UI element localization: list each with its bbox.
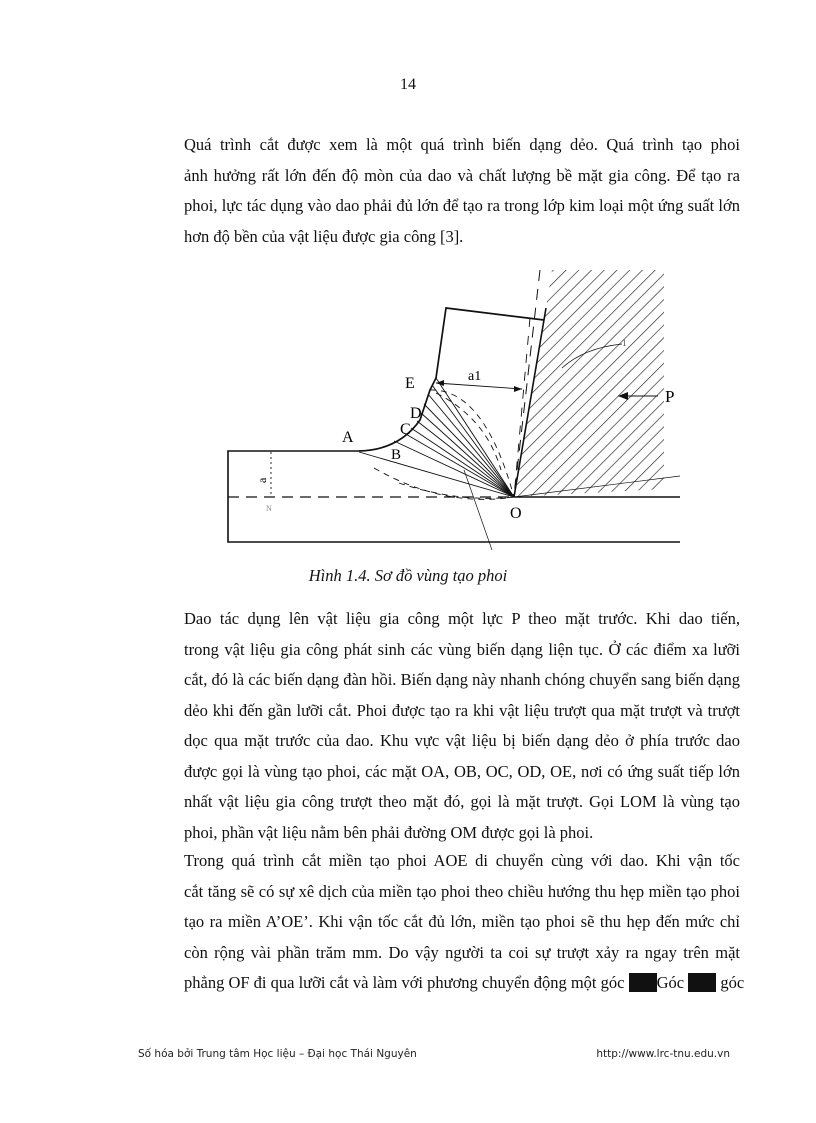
text-line: Quá trình cắt được xem là một quá trình biến dạng dẻo. Quá trình tạo phoi [184,135,740,154]
label-a1: a1 [468,369,482,384]
footer-source: Số hóa bởi Trung tâm Học liệu – Đại học Thái Nguyên [138,1048,417,1060]
chip-formation-diagram [224,268,680,550]
text-line: cắt, đó là các biến dạng đàn hồi. Biến dạng này nhanh chóng chuyển sang biến dạng [184,670,740,689]
paragraph-2 [138,604,740,848]
paragraph-1 [138,130,740,252]
paragraph-3 [138,846,745,999]
text-segment: góc [716,973,745,992]
text-line: ảnh hưởng rất lớn đến độ mòn của dao và chất lượng bề mặt gia công. Để tạo ra [184,165,740,185]
text-line: Trong quá trình cắt miền tạo phoi AOE di chuyển cùng với dao. Khi vận tốc [184,851,740,870]
text-line: dọc qua mặt trước của dao. Khu vực vật liệu bị biến dạng dẻo ở phía trước dao [184,731,740,750]
text-line: nhất vật liệu gia công trượt theo mặt đó, gọi là mặt trượt. Gọi LOM là vùng tạo [184,792,740,811]
text-line: hơn độ bền của vật liệu được gia công [3]. [184,226,464,246]
label-B: B [391,447,402,463]
text-segment: phẳng OF đi qua lưỡi cắt và làm với phương chuyển động một góc [184,973,629,992]
text-line: phoi, phần vật liệu nằm bên phải đường OM được gọi là phoi. [184,822,594,842]
text-line: phoi, lực tác dụng vào dao phải đủ lớn để tạo ra trong lớp kim loại một ứng suất lớn [184,196,740,215]
label-P: P [665,387,675,406]
label-A: A [342,429,354,446]
text-line: cắt tăng sẽ có sự xê dịch của miền tạo phoi theo chiều hướng thu hẹp miền tạo phoi [184,881,740,901]
text-line: được gọi là vùng tạo phoi, các mặt OA, OB, OC, OD, OE, nơi có ứng suất tiếp lớn [184,761,740,781]
figure-caption: Hình 1.4. Sơ đồ vùng tạo phoi [308,566,508,585]
footer-url[interactable]: http://www.lrc-tnu.edu.vn [596,1048,730,1060]
text-line: Dao tác dụng lên vật liệu gia công một lực P theo mặt trước. Khi dao tiến, [184,609,740,628]
label-a: a [255,477,269,483]
page-number: 14 [400,76,416,93]
label-C: C [400,421,411,438]
redaction-box [688,973,716,992]
text-line [138,968,745,999]
cutting-tool [514,270,664,497]
text-line: còn rộng vài phần trăm mm. Do vậy người ta coi sự trượt xảy ra ngay trên mặt [184,942,740,962]
redaction-box [629,973,657,992]
label-E: E [405,375,415,392]
text-line: dẻo khi đến gần lưỡi cắt. Phoi được tạo ra khi vật liệu trượt qua mặt trượt và trượt [184,700,740,720]
text-line: trong vật liệu gia công phát sinh các vùng biến dạng liện tục. Ở các điểm xa lưỡi [184,639,740,659]
label-O: O [510,505,522,522]
label-1: 1 [622,338,627,348]
chip-outline [359,308,544,451]
label-n: N [266,504,272,513]
text-segment: Góc [656,973,689,992]
text-line: tạo ra miền A’OE’. Khi vận tốc cắt đủ lớn, miền tạo phoi sẽ thu hẹp đến mức chỉ [184,912,740,931]
label-D: D [410,405,422,422]
